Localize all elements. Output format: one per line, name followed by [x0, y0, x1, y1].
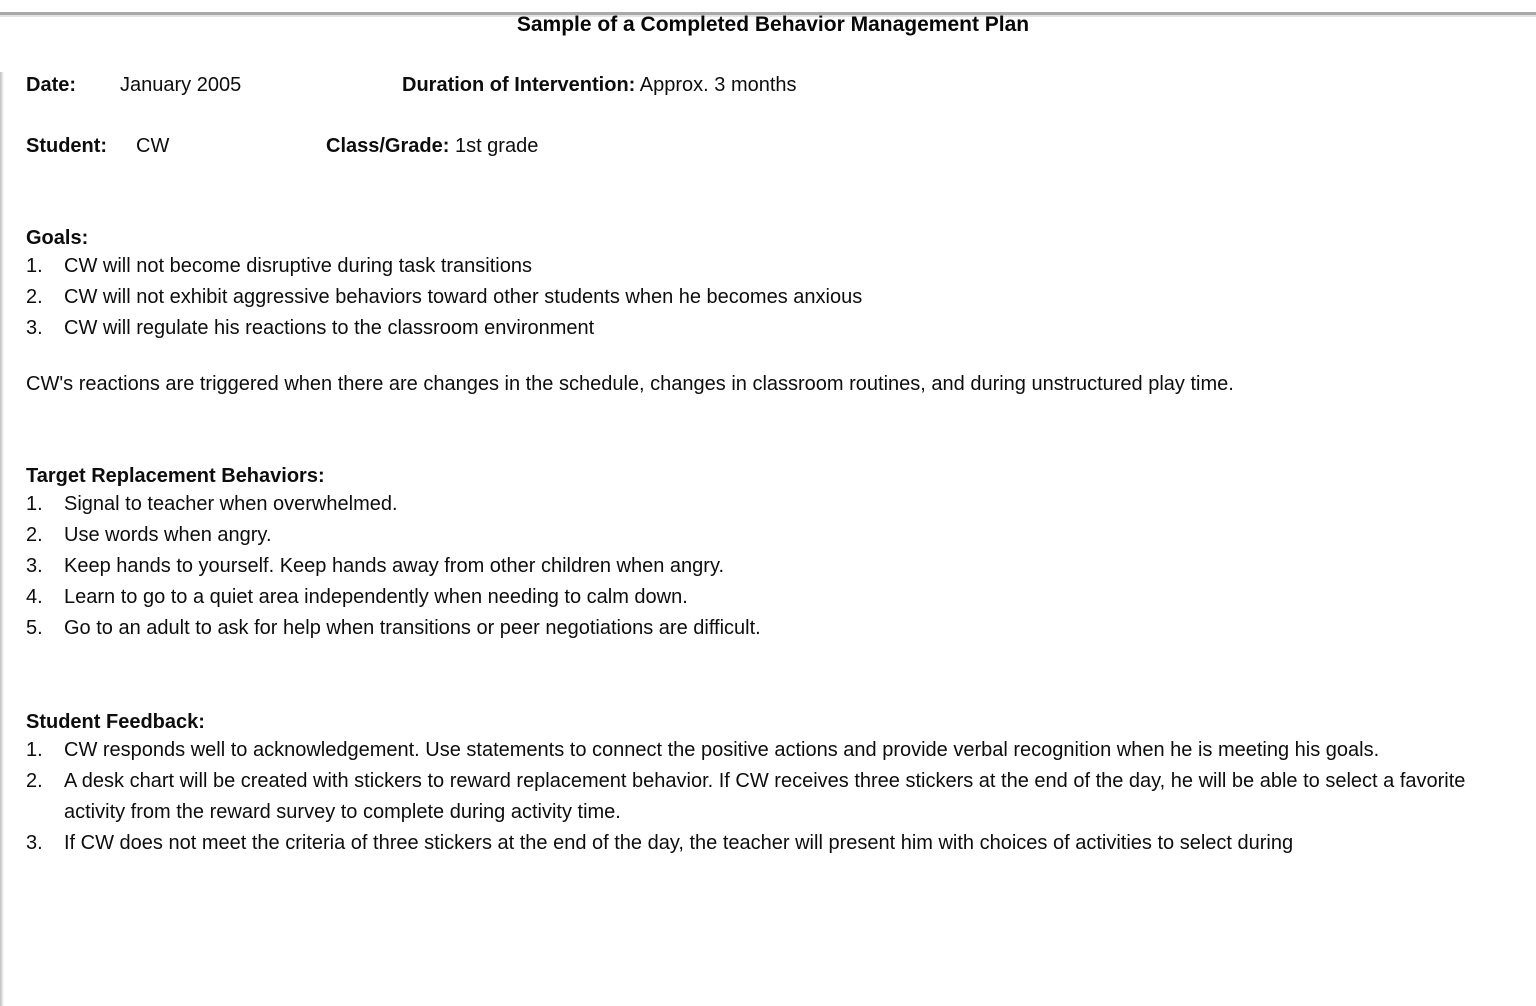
list-item-text: CW responds well to acknowledgement. Use statements to connect the positive actions and provide verbal recognition when he is meeting his goals.: [64, 739, 1380, 761]
list-item-number: 1.: [26, 493, 43, 515]
student-label: Student:: [26, 135, 108, 157]
document-title: Sample of a Completed Behavior Management Plan: [516, 13, 1030, 36]
list-item-number: 3.: [26, 555, 43, 577]
list-item: [26, 735, 1520, 766]
list-item: [26, 828, 1520, 859]
class-grade: [326, 135, 538, 158]
list-item: [26, 520, 1520, 551]
list-item: [26, 613, 1520, 644]
list-item: [26, 551, 1520, 582]
triggers-note: CW's reactions are triggered when there are changes in the schedule, changes in classroom routines, and during unstructured play time.: [26, 373, 1234, 395]
list-item-number: 3.: [26, 317, 43, 339]
meta-row-date-duration: [26, 74, 1520, 99]
list-item-number: 3.: [26, 832, 43, 854]
list-item: [26, 582, 1520, 613]
list-item: [26, 313, 1520, 344]
duration-label: Duration of Intervention:: [402, 74, 636, 96]
list-item: [26, 282, 1520, 313]
list-item-number: 2.: [26, 524, 43, 546]
student-feedback-list: [26, 735, 1520, 859]
class-grade-label: Class/Grade:: [326, 135, 450, 157]
list-item: [26, 766, 1520, 828]
goals-heading: Goals:: [26, 227, 89, 249]
list-item-text: Keep hands to yourself. Keep hands away from other children when angry.: [64, 555, 725, 577]
list-item-text: Learn to go to a quiet area independently when needing to calm down.: [64, 586, 688, 608]
list-item-number: 2.: [26, 770, 43, 792]
student-value: CW: [136, 135, 170, 157]
duration-value: Approx. 3 months: [635, 74, 797, 96]
class-grade-value: 1st grade: [449, 135, 539, 157]
list-item-text: CW will not exhibit aggressive behaviors toward other students when he becomes anxious: [64, 286, 863, 308]
list-item-number: 2.: [26, 286, 43, 308]
list-item-number: 5.: [26, 617, 43, 639]
goals-list: [26, 251, 1520, 344]
list-item: [26, 251, 1520, 282]
list-item-text: Go to an adult to ask for help when transitions or peer negotiations are difficult.: [64, 617, 761, 639]
list-item-number: 4.: [26, 586, 43, 608]
list-item-text: Use words when angry.: [64, 524, 272, 546]
student-feedback-heading: Student Feedback:: [26, 711, 205, 733]
list-item-text: If CW does not meet the criteria of three stickers at the end of the day, the teacher will present him with choices of activities to select during: [64, 832, 1294, 854]
list-item: [26, 489, 1520, 520]
duration-of-intervention: [402, 74, 797, 97]
date-label: Date:: [26, 74, 77, 96]
list-item-text: A desk chart will be created with stickers to reward replacement behavior. If CW receives three stickers at the end of the day, he will be able to select a favorite activity from the reward survey to complete during activity time.: [64, 770, 1466, 823]
meta-row-student-class: [26, 135, 1520, 160]
list-item-text: CW will regulate his reactions to the classroom environment: [64, 317, 595, 339]
document-page: [0, 12, 1536, 859]
list-item-number: 1.: [26, 255, 43, 277]
list-item-text: CW will not become disruptive during task transitions: [64, 255, 532, 277]
list-item-number: 1.: [26, 739, 43, 761]
target-replacement-behaviors-heading: Target Replacement Behaviors:: [26, 465, 325, 487]
date-value: January 2005: [120, 74, 242, 96]
list-item-text: Signal to teacher when overwhelmed.: [64, 493, 398, 515]
target-replacement-behaviors-list: [26, 489, 1520, 644]
